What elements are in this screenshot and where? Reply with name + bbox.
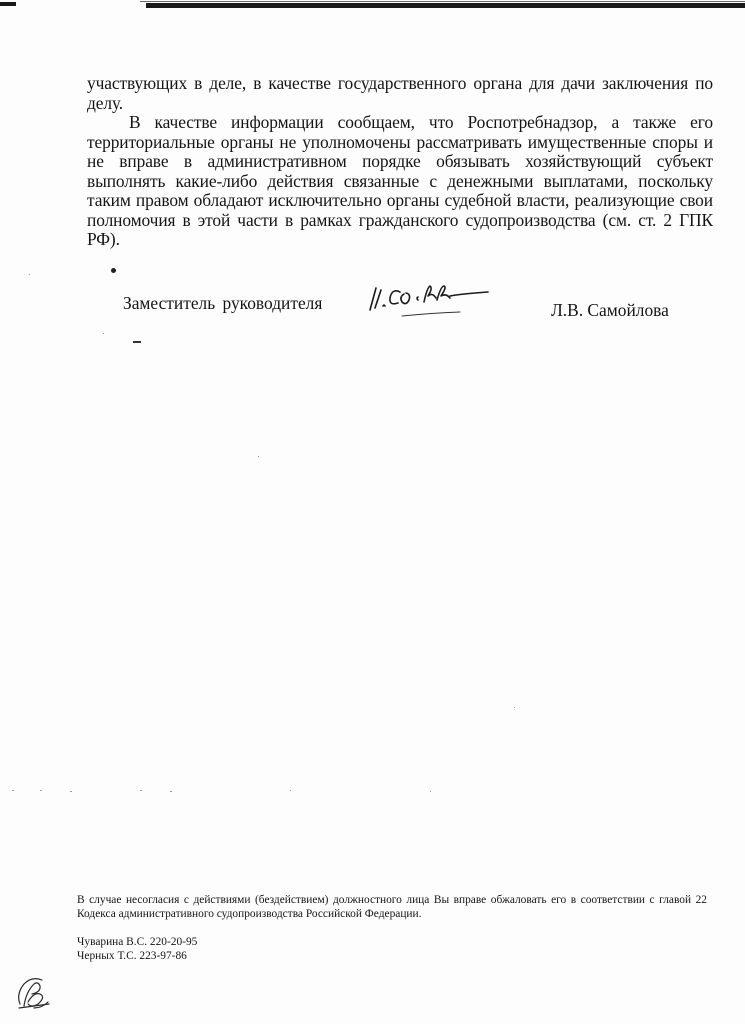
scan-dash: [133, 341, 141, 343]
info-paragraph: В качестве информации сообщаем, что Роспотребнадзор, а также его территориальные органы не уполномочены рассматривать имущественные споры и не вправе в административном порядке обязывать хозяйствующий субъект выполнять какие-либо действия связанные с денежными выплатами, поскольку таким правом обладают исключительно органы судебной власти, реализующие свои полномочия в этой части в рамках гражданского судопроизводства (см. ст. 2 ГПК РФ).: [87, 112, 713, 249]
signer-position: Заместитель руководителя: [123, 293, 323, 313]
contact-list: [77, 935, 197, 963]
handwritten-signature-icon: [362, 272, 492, 322]
signer-name: Л.В. Самойлова: [551, 300, 669, 320]
contact-item: Черных Т.С. 223-97-86: [77, 950, 187, 962]
appeal-notice: В случае несогласия с действиями (бездействием) должностного лица Вы вправе обжаловать его в соответствии с главой 22 Кодекса административного судопроизводства Российской Федерации.: [77, 894, 707, 920]
contact-item: Чуварина В.С. 220-20-95: [77, 936, 198, 948]
continuation-paragraph: участвующих в деле, в качестве государственного органа для дачи заключения по делу.: [87, 73, 713, 113]
letter-body: [87, 74, 713, 250]
scan-edge-mark: [0, 2, 16, 6]
scan-edge-line: [140, 1, 745, 2]
scan-top-rule: [146, 3, 745, 8]
scan-dot: [111, 268, 116, 273]
initials-stamp-icon: [14, 972, 54, 1012]
